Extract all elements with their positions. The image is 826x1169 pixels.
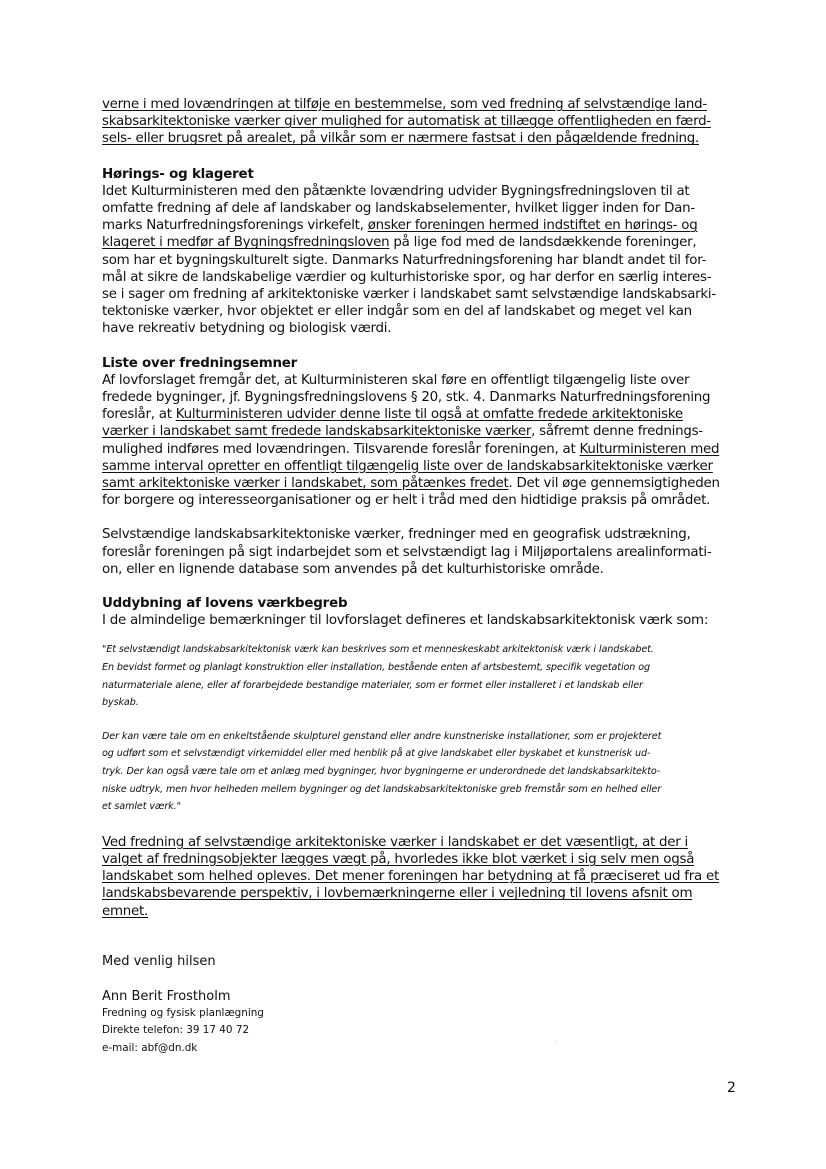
- underlined-text: samme interval opretter en offentligt tilgængelig liste over de landskabsarkitektoniske værker: [102, 458, 713, 474]
- closing-paragraph: [102, 834, 742, 920]
- text-line: se i sager om fredning af arkitektoniske værker i landskabet samt selvstændige landskabsarki-: [102, 287, 716, 303]
- underlined-text: valget af fredningsobjekter lægges vægt på, hvorledes ikke blot værket i sig selv men også: [102, 852, 695, 868]
- quote-line: et samlet værk.": [102, 801, 181, 813]
- signer-email: e-mail: abf@dn.dk: [102, 1042, 198, 1055]
- text-line: have rekreativ betydning og biologisk værdi.: [102, 321, 392, 337]
- underlined-text: emnet.: [102, 903, 149, 919]
- text-line: Selvstændige landskabsarkitektoniske værker, fredninger med en geografisk udstrækning,: [102, 527, 691, 543]
- text-span: , såfremt denne frednings-: [531, 424, 703, 440]
- text-span: på lige fod med de landsdækkende foreninger,: [389, 235, 697, 251]
- underlined-text: klageret i medfør af Bygningsfredningsloven: [102, 235, 390, 251]
- underlined-text: værker i landskabet samt fredede landskabsarkitektoniske værker: [102, 424, 532, 440]
- intro-paragraph: [102, 96, 742, 148]
- text-line: I de almindelige bemærkninger til lovforslaget defineres et landskabsarkitektonisk værk som:: [102, 613, 709, 629]
- text-line: tektoniske værker, hvor objektet er eller indgår som en del af landskabet og meget vel kan: [102, 304, 692, 320]
- text-line: mål at sikre de landskabelige værdier og kulturhistoriske spor, og har derfor en særlig interes-: [102, 269, 712, 285]
- underlined-text: landskabet som helhed opleves. Det mener foreningen har betydning at få præciseret ud fra et: [102, 869, 719, 885]
- section-heading: Hørings- og klageret: [102, 166, 254, 182]
- underlined-text: Kulturministeren med: [579, 441, 720, 457]
- signer-title: Fredning og fysisk planlægning: [102, 1006, 264, 1019]
- section-selvstaendige: [102, 526, 742, 578]
- section-heading: Liste over fredningsemner: [102, 355, 298, 371]
- quote-line: "Et selvstændigt landskabsarkitektonisk værk kan beskrives som et menneskeskabt arkitektonisk værk i landskabet.: [102, 644, 654, 656]
- text-span: foreslår, at: [102, 407, 176, 423]
- text-line: Idet Kulturministeren med den påtænkte lovændring udvider Bygningsfredningsloven til at: [102, 183, 690, 199]
- underlined-text: ønsker foreningen hermed indstiftet en hørings- og: [367, 218, 698, 234]
- quote-line: En bevidst formet og planlagt konstruktion eller installation, bestående enten af artsbestemt, specifik vegetation og: [102, 662, 650, 674]
- intro-line: sels- eller brugsret på arealet, på vilkår som er nærmere fastsat i den pågældende fredning.: [102, 131, 700, 147]
- text-line: foreslår foreningen på sigt indarbejdet som et selvstændigt lag i Miljøportalens arealinformati-: [102, 544, 712, 560]
- quote-line: tryk. Der kan også være tale om et anlæg med bygninger, hvor bygningerne er underordnede det landskabsarkitekto-: [102, 766, 661, 778]
- speck-mark: [556, 1041, 557, 1042]
- quote-line: og udført som et selvstændigt virkemiddel eller med henblik på at give landskabet eller byskabet et kunstnerisk ud-: [102, 748, 651, 760]
- text-span: marks Naturfredningsforenings virkefelt,: [102, 218, 368, 234]
- document-page: [102, 96, 742, 1058]
- text-line: som har et bygningskulturelt sigte. Danmarks Naturfredningsforening har blandt andet til for-: [102, 252, 707, 268]
- intro-line: verne i med lovændringen at tilføje en bestemmelse, som ved fredning af selvstændige land-: [102, 97, 707, 112]
- quote-line: byskab.: [102, 697, 139, 709]
- text-line: Af lovforslaget fremgår det, at Kulturministeren skal føre en offentligt tilgængelig liste over: [102, 372, 690, 388]
- text-span: . Det vil øge gennemsigtigheden: [508, 476, 720, 492]
- text-line: fredede bygninger, jf. Bygningsfredningslovens § 20, stk. 4. Danmarks Naturfredningsforening: [102, 390, 711, 406]
- section-heading: Uddybning af lovens værkbegreb: [102, 596, 348, 612]
- quote-block: [102, 728, 742, 816]
- underlined-text: Ved fredning af selvstændige arkitektoniske værker i landskabet er det væsentligt, at der i: [102, 834, 689, 850]
- underlined-text: samt arkitektoniske værker i landskabet, som påtænkes fredet: [102, 476, 509, 492]
- quote-line: niske udtryk, men hvor helheden mellem bygninger og det landskabsarkitektoniske greb fremstår som en helhed eller: [102, 783, 662, 795]
- quote-block: [102, 641, 742, 711]
- intro-line: skabsarkitektoniske værker giver mulighed for automatisk at tillægge offentligheden en færd-: [102, 114, 711, 130]
- signer-name: Ann Berit Frostholm: [102, 988, 231, 1004]
- underlined-text: landskabsbevarende perspektiv, i lovbemærkningerne eller i vejledning til lovens afsnit om: [102, 886, 693, 902]
- text-line: omfatte fredning af dele af landskaber og landskabselementer, hvilket ligger inden for Dan-: [102, 201, 695, 217]
- signature-block: [102, 953, 742, 1058]
- section-uddybning: [102, 595, 742, 629]
- text-span: mulighed indføres med lovændringen. Tilsvarende foreslår foreningen, at: [102, 441, 580, 457]
- underlined-text: Kulturministeren udvider denne liste til også at omfatte fredede arkitektoniske: [175, 407, 683, 423]
- quote-line: naturmateriale alene, eller af forarbejdede bestandige materialer, som er formet eller installeret i et landskab eller: [102, 679, 643, 691]
- greeting: Med venlig hilsen: [102, 953, 216, 969]
- section-liste: [102, 355, 742, 510]
- signer-phone: Direkte telefon: 39 17 40 72: [102, 1024, 250, 1037]
- text-line: for borgere og interesseorganisationer og er helt i tråd med den hidtidige praksis på området.: [102, 493, 711, 509]
- quote-line: Der kan være tale om en enkeltstående skulpturel genstand eller andre kunstneriske installationer, som er projekteret: [102, 730, 662, 742]
- text-line: on, eller en lignende database som anvendes på det kulturhistoriske område.: [102, 561, 604, 577]
- section-hoerings: [102, 166, 742, 338]
- page-number: 2: [727, 1080, 736, 1096]
